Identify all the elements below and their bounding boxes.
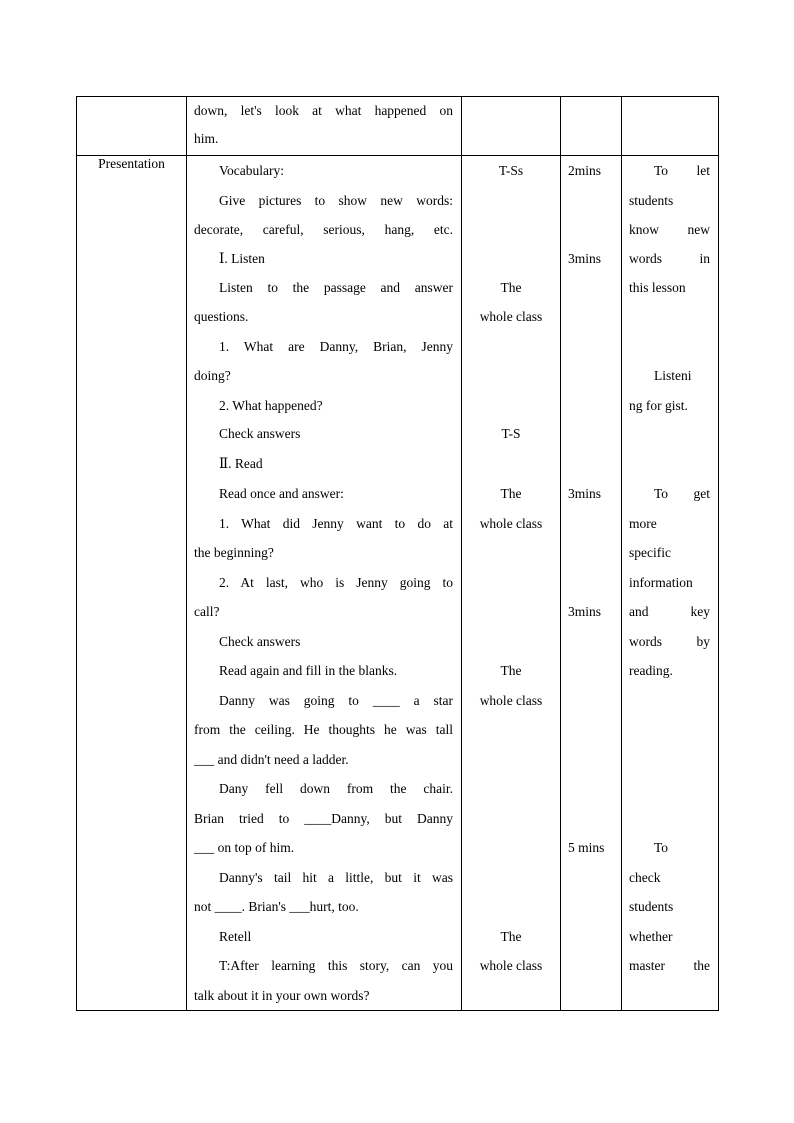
time-line bbox=[561, 804, 621, 834]
purpose-line: Listeni bbox=[654, 368, 692, 383]
interaction-line bbox=[462, 892, 560, 922]
purpose-line: this lesson bbox=[629, 279, 686, 295]
activity-line: Check answers bbox=[219, 426, 301, 441]
time-cell bbox=[561, 156, 622, 1011]
activity-cell bbox=[187, 97, 462, 156]
interaction-line: The bbox=[500, 928, 522, 944]
activity-line: decorate, careful, serious, hang, etc. bbox=[194, 222, 453, 237]
interaction-line bbox=[462, 245, 560, 273]
purpose-line: To let bbox=[654, 163, 710, 178]
activity-line: Brian tried to ____Danny, but Danny bbox=[194, 810, 453, 826]
interaction-line bbox=[462, 863, 560, 893]
time-line bbox=[561, 892, 621, 922]
activity-line: down, let's look at what happened on bbox=[194, 103, 453, 118]
interaction-line: T-Ss bbox=[498, 163, 524, 178]
activity-line: T:After learning this story, can you bbox=[219, 958, 453, 973]
activity-line: Danny's tail hit a little, but it was bbox=[219, 869, 453, 885]
activity-line: 1. What are Danny, Brian, Jenny bbox=[219, 338, 453, 354]
activity-line: not ____. Brian's ___hurt, too. bbox=[194, 899, 359, 914]
time-line bbox=[561, 656, 621, 686]
interaction-line: whole class bbox=[479, 515, 543, 531]
table-row bbox=[77, 97, 719, 156]
step-cell bbox=[77, 156, 187, 1011]
activity-line: ___ and didn't need a ladder. bbox=[194, 751, 349, 767]
step-cell bbox=[77, 97, 187, 156]
time-line bbox=[561, 715, 621, 745]
purpose-line bbox=[622, 774, 718, 804]
time-line bbox=[561, 361, 621, 391]
interaction-cell bbox=[462, 156, 561, 1011]
interaction-line bbox=[462, 627, 560, 657]
activity-cell bbox=[187, 156, 462, 1011]
purpose-line: To get bbox=[654, 486, 710, 501]
time-line bbox=[561, 391, 621, 421]
interaction-line bbox=[462, 448, 560, 479]
time-line bbox=[561, 215, 621, 245]
activity-line: Danny was going to ____ a star bbox=[219, 692, 453, 708]
activity-line: Retell bbox=[219, 928, 252, 944]
interaction-line bbox=[462, 361, 560, 391]
activity-line: Dany fell down from the chair. bbox=[219, 781, 453, 796]
purpose-line bbox=[622, 715, 718, 745]
purpose-line: ng for gist. bbox=[629, 397, 688, 413]
purpose-line: words by bbox=[629, 633, 710, 649]
time-line bbox=[561, 863, 621, 893]
interaction-line bbox=[462, 215, 560, 245]
activity-line: doing? bbox=[194, 368, 231, 383]
time-line bbox=[561, 951, 621, 981]
purpose-line: more bbox=[629, 515, 657, 531]
step-label: Presentation bbox=[98, 156, 165, 171]
activity-line: Give pictures to show new words: bbox=[219, 192, 453, 208]
purpose-line bbox=[622, 448, 718, 479]
activity-line: Listen to the passage and answer bbox=[219, 279, 453, 295]
activity-line: Read once and answer: bbox=[219, 486, 344, 501]
time-line bbox=[561, 332, 621, 362]
interaction-line bbox=[462, 597, 560, 627]
interaction-line bbox=[462, 981, 560, 1011]
purpose-line: To bbox=[654, 840, 669, 855]
interaction-line: whole class bbox=[479, 692, 543, 708]
interaction-line: The bbox=[500, 279, 522, 295]
time-line bbox=[561, 186, 621, 216]
time-line bbox=[561, 420, 621, 448]
time-line bbox=[561, 448, 621, 479]
interaction-line: whole class bbox=[479, 309, 543, 324]
purpose-line: students bbox=[629, 192, 674, 208]
purpose-line: whether bbox=[629, 928, 673, 944]
time-line bbox=[561, 509, 621, 539]
time-line bbox=[561, 538, 621, 568]
activity-line: Vocabulary: bbox=[219, 163, 284, 178]
purpose-line: words in bbox=[629, 250, 710, 266]
interaction-cell bbox=[462, 97, 561, 156]
purpose-cell bbox=[622, 156, 719, 1011]
interaction-line bbox=[462, 715, 560, 745]
activity-line: him. bbox=[194, 131, 219, 146]
time-line bbox=[561, 922, 621, 952]
purpose-line bbox=[622, 804, 718, 834]
activity-line: Read again and fill in the blanks. bbox=[219, 663, 398, 678]
purpose-line bbox=[622, 332, 718, 362]
activity-line: Ⅱ. Read bbox=[219, 456, 263, 471]
interaction-line: whole class bbox=[479, 958, 543, 973]
activity-line: the beginning? bbox=[194, 545, 274, 560]
activity-line: from the ceiling. He thoughts he was tall bbox=[194, 722, 453, 737]
lesson-plan-table bbox=[76, 96, 719, 1011]
interaction-line: T-S bbox=[501, 426, 521, 441]
activity-line: Check answers bbox=[219, 633, 301, 649]
activity-line: 2. What happened? bbox=[219, 397, 323, 413]
time-line: 3mins bbox=[568, 250, 602, 266]
time-line bbox=[561, 686, 621, 716]
time-line bbox=[561, 981, 621, 1011]
interaction-line: The bbox=[500, 663, 522, 678]
interaction-line bbox=[462, 538, 560, 568]
interaction-line bbox=[462, 833, 560, 863]
time-line bbox=[561, 568, 621, 598]
purpose-line bbox=[622, 686, 718, 716]
interaction-line bbox=[462, 186, 560, 216]
interaction-line bbox=[462, 804, 560, 834]
activity-line: questions. bbox=[194, 309, 249, 324]
time-line: 2mins bbox=[568, 163, 602, 178]
purpose-line: know new bbox=[629, 222, 710, 237]
interaction-line bbox=[462, 745, 560, 775]
time-line bbox=[561, 302, 621, 332]
time-line bbox=[561, 745, 621, 775]
time-cell bbox=[561, 97, 622, 156]
purpose-line: master the bbox=[629, 958, 710, 973]
table-row bbox=[77, 156, 719, 1011]
interaction-line bbox=[462, 391, 560, 421]
purpose-cell bbox=[622, 97, 719, 156]
purpose-line: specific bbox=[629, 545, 671, 560]
time-line: 5 mins bbox=[568, 840, 605, 855]
activity-line: talk about it in your own words? bbox=[194, 987, 370, 1003]
time-line: 3mins bbox=[568, 604, 602, 619]
purpose-line bbox=[622, 302, 718, 332]
time-line: 3mins bbox=[568, 486, 602, 501]
interaction-line bbox=[462, 568, 560, 598]
activity-line: Ⅰ. Listen bbox=[219, 250, 265, 266]
interaction-line bbox=[462, 332, 560, 362]
purpose-line: and key bbox=[629, 604, 710, 619]
purpose-line: reading. bbox=[629, 663, 673, 678]
purpose-line bbox=[622, 420, 718, 448]
time-line bbox=[561, 774, 621, 804]
interaction-line: The bbox=[500, 486, 522, 501]
purpose-line: information bbox=[629, 574, 693, 590]
purpose-line bbox=[622, 745, 718, 775]
interaction-line bbox=[462, 774, 560, 804]
activity-line: ___ on top of him. bbox=[194, 840, 295, 855]
purpose-line: check bbox=[629, 869, 661, 885]
activity-line: call? bbox=[194, 604, 220, 619]
activity-line: 2. At last, who is Jenny going to bbox=[219, 574, 453, 590]
purpose-line: students bbox=[629, 899, 674, 914]
time-line bbox=[561, 273, 621, 303]
time-line bbox=[561, 627, 621, 657]
activity-line: 1. What did Jenny want to do at bbox=[219, 515, 453, 531]
